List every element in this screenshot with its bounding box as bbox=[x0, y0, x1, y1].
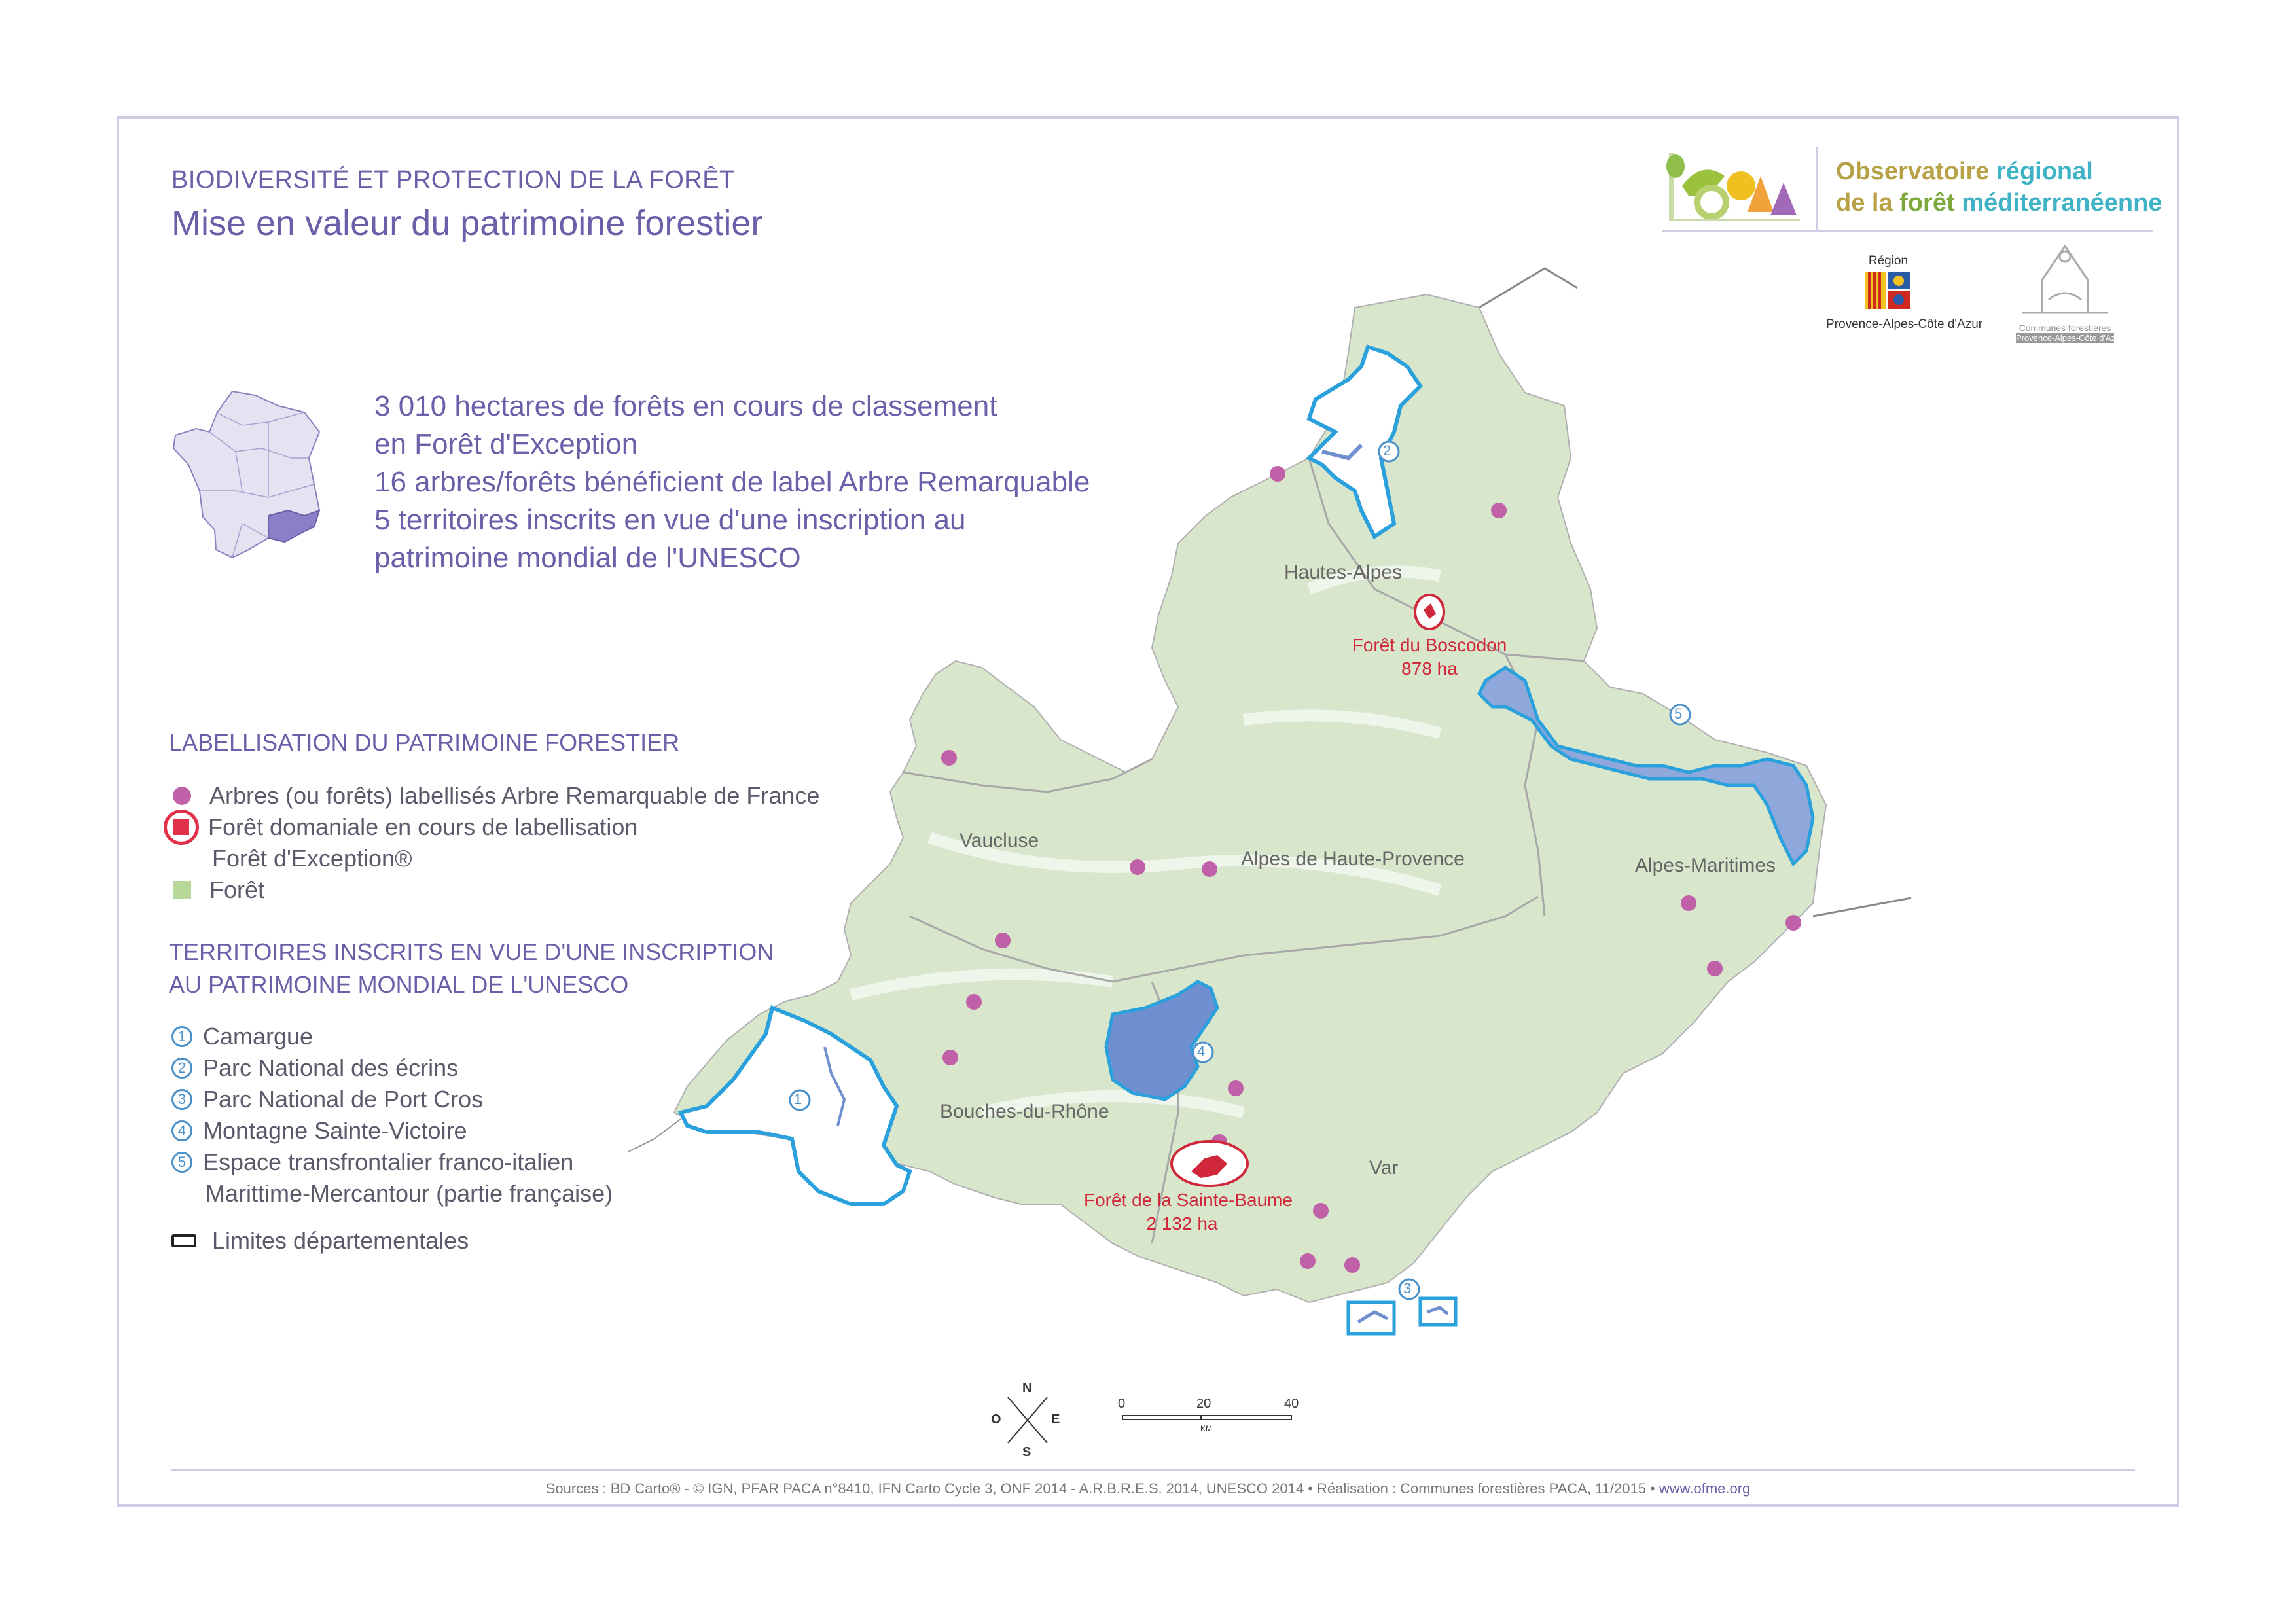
logo-word-observatoire: Observatoire bbox=[1836, 158, 1990, 185]
zone-3-label: Parc National de Port Cros bbox=[203, 1086, 484, 1113]
compass bbox=[988, 1381, 1067, 1459]
zone-num-4: 4 bbox=[1197, 1043, 1206, 1060]
stat-line-4: 5 territoires inscrits en vue d'une inscription au bbox=[374, 504, 966, 536]
zone-num-2: 2 bbox=[1383, 442, 1391, 459]
scale-0: 0 bbox=[1118, 1397, 1126, 1411]
footer-separator bbox=[171, 1469, 2135, 1471]
zone-2-label: Parc National des écrins bbox=[203, 1054, 459, 1081]
boscodon-name: Forêt du Boscodon bbox=[1352, 635, 1507, 655]
stat-line-2: en Forêt d'Exception bbox=[374, 428, 638, 460]
legend-unesco-title-2: AU PATRIMOINE MONDIAL DE L'UNESCO bbox=[169, 971, 629, 998]
boscodon-label bbox=[1351, 633, 1508, 681]
logo-word-foret: forêt bbox=[1899, 189, 1955, 217]
dept-bouches-du-rhone: Bouches-du-Rhône bbox=[940, 1101, 1109, 1122]
footer-url-link[interactable]: www.ofme.org bbox=[1659, 1480, 1751, 1497]
footer-sources bbox=[0, 1480, 2296, 1497]
zone-5-label: Espace transfrontalier franco-italien bbox=[203, 1149, 574, 1175]
legend-exception-label: Forêt d'Exception® bbox=[212, 845, 412, 872]
page-title: Mise en valeur du patrimoine forestier bbox=[171, 204, 763, 243]
zone-1-label: Camargue bbox=[203, 1023, 314, 1050]
dept-var: Var bbox=[1369, 1157, 1399, 1179]
zone-3-badge: 3 bbox=[171, 1089, 192, 1110]
sainte-baume-area: 2 132 ha bbox=[1146, 1213, 1218, 1234]
dept-alpes-de-haute-provence: Alpes de Haute-Provence bbox=[1241, 848, 1465, 870]
zone-4-label: Montagne Sainte-Victoire bbox=[203, 1117, 467, 1144]
logo-word-regional: régional bbox=[1996, 158, 2093, 185]
communes-label-2: Provence-Alpes-Côte d'Azur bbox=[2016, 333, 2123, 343]
compass-n: N bbox=[1022, 1381, 1032, 1395]
boscodon-area: 878 ha bbox=[1401, 658, 1458, 679]
sainte-baume-marker bbox=[1172, 1141, 1247, 1186]
stat-line-3: 16 arbres/forêts bénéficient de label Arbre Remarquable bbox=[374, 466, 1090, 498]
scale-rule bbox=[1122, 1415, 1292, 1420]
communes-label-1: Communes forestières bbox=[2018, 323, 2111, 333]
zone-1-badge: 1 bbox=[171, 1026, 192, 1047]
zone-num-1: 1 bbox=[794, 1091, 802, 1107]
zone-2-badge: 2 bbox=[171, 1058, 192, 1079]
zone-5-badge: 5 bbox=[171, 1152, 192, 1173]
footer-sources-text: Sources : BD Carto® - © IGN, PFAR PACA n°8410, IFN Carto Cycle 3, ONF 2014 - A.R.B.R.E.S. 2014, UNESCO 2014 • Réalisation : Communes forestières PACA, 11/2015 • bbox=[545, 1480, 1655, 1497]
zone-num-5: 5 bbox=[1674, 705, 1683, 722]
limites-label: Limites départementales bbox=[212, 1227, 469, 1254]
logo-word-de-la: de la bbox=[1836, 189, 1893, 217]
sainte-baume-name: Forêt de la Sainte-Baume bbox=[1084, 1190, 1293, 1210]
sainte-baume-label bbox=[1084, 1188, 1293, 1236]
zone-4-badge: 4 bbox=[171, 1120, 192, 1141]
logo-word-mediterraneenne: méditerranéenne bbox=[1962, 189, 2162, 217]
port-cros-zone bbox=[1348, 1298, 1456, 1334]
legend-labellisation-title: LABELLISATION DU PATRIMOINE FORESTIER bbox=[169, 729, 680, 756]
dept-vaucluse: Vaucluse bbox=[960, 830, 1039, 851]
compass-e: E bbox=[1051, 1412, 1060, 1427]
dept-hautes-alpes: Hautes-Alpes bbox=[1284, 562, 1403, 583]
dept-alpes-maritimes: Alpes-Maritimes bbox=[1635, 855, 1776, 876]
region-label: Région bbox=[1868, 254, 1909, 268]
scale-40: 40 bbox=[1284, 1397, 1299, 1411]
zone-5-label-2: Marittime-Mercantour (partie française) bbox=[206, 1180, 613, 1207]
scale-bar bbox=[1113, 1397, 1309, 1449]
stat-line-1: 3 010 hectares de forêts en cours de classement bbox=[374, 390, 997, 422]
legend-foret-label: Forêt bbox=[209, 876, 265, 903]
boscodon-marker bbox=[1415, 595, 1444, 629]
legend-domaniale-label: Forêt domaniale en cours de labellisation bbox=[208, 813, 638, 840]
scale-unit: KM bbox=[1200, 1424, 1212, 1433]
legend-unesco-title-1: TERRITOIRES INSCRITS EN VUE D'UNE INSCRIPTION bbox=[169, 938, 774, 965]
compass-s: S bbox=[1022, 1445, 1031, 1459]
zone-num-3: 3 bbox=[1403, 1280, 1412, 1296]
legend-arbres-label: Arbres (ou forêts) labellisés Arbre Remarquable de France bbox=[209, 782, 820, 809]
region-name: Provence-Alpes-Côte d'Azur bbox=[1826, 317, 1983, 331]
stat-line-5: patrimoine mondial de l'UNESCO bbox=[374, 542, 801, 574]
compass-o: O bbox=[991, 1412, 1001, 1427]
category-heading: BIODIVERSITÉ ET PROTECTION DE LA FORÊT bbox=[171, 166, 735, 194]
scale-20: 20 bbox=[1196, 1397, 1211, 1411]
